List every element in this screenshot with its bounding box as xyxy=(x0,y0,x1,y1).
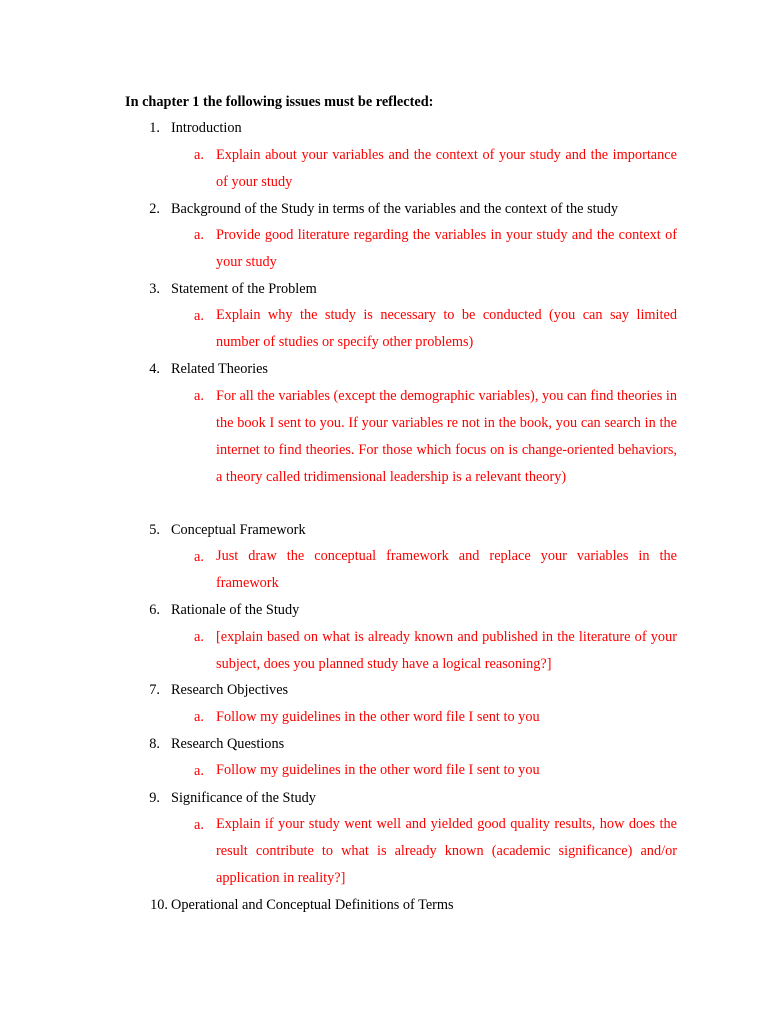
item-number: 7. xyxy=(149,682,160,698)
sub-item-text: Just draw the conceptual framework and replace your variables in the framework xyxy=(216,548,677,591)
sub-item-text: For all the variables (except the demographic variables), you can find theories in the book I sent to you. If your variables re not in the book, you can search in the internet to find theories. For those which focus on is change-oriented behaviors, a theory called tridimensional leadership is a relevant theory) xyxy=(216,388,677,485)
item-number: 4. xyxy=(149,361,160,377)
item-title-rationale: Rationale of the Study xyxy=(171,602,300,618)
item-title-background: Background of the Study in terms of the variables and the context of the study xyxy=(171,201,619,217)
item-title-research-questions: Research Questions xyxy=(171,736,285,752)
item-number: 1. xyxy=(149,120,160,136)
sub-item-letter: a. xyxy=(194,763,204,779)
item-number: 3. xyxy=(149,281,160,297)
item-number: 2. xyxy=(149,201,160,217)
sub-item-text: Provide good literature regarding the variables in your study and the context of your study xyxy=(216,227,677,270)
sub-item-letter: a. xyxy=(194,308,204,324)
sub-item-letter: a. xyxy=(194,709,204,725)
sub-item-text: Follow my guidelines in the other word file I sent to you xyxy=(216,762,540,778)
item-number: 8. xyxy=(149,736,160,752)
item-number: 9. xyxy=(149,790,160,806)
sub-item-letter: a. xyxy=(194,629,204,645)
item-number: 10. xyxy=(150,897,168,913)
chapter-heading: In chapter 1 the following issues must be reflected: xyxy=(125,94,434,110)
item-title-research-objectives: Research Objectives xyxy=(171,682,289,698)
item-title-introduction: Introduction xyxy=(171,120,242,136)
item-title-significance: Significance of the Study xyxy=(171,790,316,806)
item-title-related-theories: Related Theories xyxy=(171,361,268,377)
item-title-conceptual-framework: Conceptual Framework xyxy=(171,522,306,538)
item-number: 5. xyxy=(149,522,160,538)
sub-item-text: [explain based on what is already known and published in the literature of your subject, does you planned study have a logical reasoning?] xyxy=(216,629,677,672)
sub-item-letter: a. xyxy=(194,147,204,163)
sub-item-letter: a. xyxy=(194,817,204,833)
sub-item-text: Explain why the study is necessary to be conducted (you can say limited number of studies or specify other problems) xyxy=(216,307,677,350)
sub-item-letter: a. xyxy=(194,227,204,243)
item-title-definitions: Operational and Conceptual Definitions of Terms xyxy=(171,897,454,913)
sub-item-letter: a. xyxy=(194,388,204,404)
item-title-statement-of-problem: Statement of the Problem xyxy=(171,281,317,297)
sub-item-text: Explain about your variables and the context of your study and the importance of your study xyxy=(216,147,677,190)
sub-item-text: Follow my guidelines in the other word file I sent to you xyxy=(216,709,540,725)
item-number: 6. xyxy=(149,602,160,618)
sub-item-letter: a. xyxy=(194,549,204,565)
sub-item-text: Explain if your study went well and yielded good quality results, how does the result contribute to what is already known (academic significance) and/or application in reality?] xyxy=(216,816,677,886)
